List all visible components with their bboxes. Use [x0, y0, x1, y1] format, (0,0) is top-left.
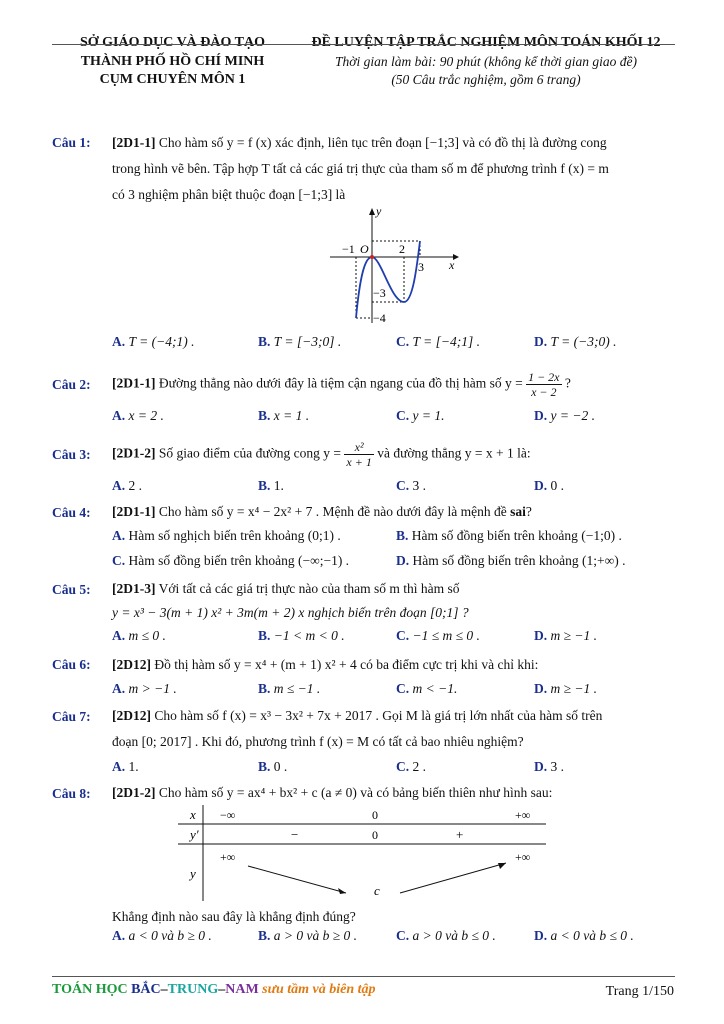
q8-opt-b[interactable]: a > 0 và b ≥ 0 .: [273, 928, 358, 943]
q6-opt-b-label[interactable]: B.: [258, 681, 271, 696]
q5-opt-a-label[interactable]: A.: [112, 628, 126, 643]
q2-opt-a-label[interactable]: A.: [112, 408, 126, 423]
q3-label: Câu 3:: [52, 447, 91, 462]
q5-opt-c[interactable]: −1 ≤ m ≤ 0 .: [412, 628, 480, 643]
arrow-up: [400, 863, 506, 893]
q2-opt-d-label[interactable]: D.: [534, 408, 548, 423]
q4-opt-c-label[interactable]: C.: [112, 553, 126, 568]
q8-stem: Cho hàm số y = ax⁴ + bx² + c (a ≠ 0) và có bảng biến thiên như hình sau:: [155, 785, 553, 800]
top-rule: [52, 44, 675, 45]
q7-opt-c-label[interactable]: C.: [396, 759, 410, 774]
page-number: Trang 1/150: [605, 984, 674, 999]
q3-opt-c-label[interactable]: C.: [396, 478, 410, 493]
q4-opt-c[interactable]: Hàm số đồng biến trên khoảng (−∞;−1) .: [125, 553, 350, 568]
q1-line2: trong hình vẽ bên. Tập hợp T tất cả các giá trị thực của tham số m để phương trình f (x) = m: [112, 161, 609, 176]
graph-label-neg1: −1: [342, 242, 355, 256]
q4-text: [112, 500, 674, 524]
graph-label-neg3: −3: [373, 286, 386, 300]
q7-opt-d[interactable]: 3 .: [550, 759, 564, 774]
q1-graph: [325, 205, 465, 330]
table-sign-minus: −: [291, 827, 299, 842]
q4-opt-d-label[interactable]: D.: [396, 553, 410, 568]
footer-rule: [52, 976, 675, 977]
q7-tag: [2D12]: [112, 708, 151, 723]
footer-tagline: sưu tầm và biên tập: [258, 982, 376, 997]
table-y: y: [190, 866, 196, 881]
q7-line1: Cho hàm số f (x) = x³ − 3x² + 7x + 2017 . Gọi M là giá trị lớn nhất của hàm số trên: [151, 708, 603, 723]
q4-tag: [2D1-1]: [112, 504, 156, 519]
q2-stem: Đường thẳng nào dưới đây là tiệm cận ngang của đồ thị hàm số y =: [155, 375, 523, 391]
header-line-2: THÀNH PHỐ HỒ CHÍ MINH: [80, 53, 265, 69]
q1-opt-a[interactable]: T = (−4;1) .: [128, 334, 195, 349]
q6-opt-d-label[interactable]: D.: [534, 681, 548, 696]
table-x-posinf: +∞: [515, 808, 531, 822]
q6-tag: [2D12]: [112, 657, 151, 672]
q8-opt-d-label[interactable]: D.: [534, 928, 548, 943]
q1-text: [112, 130, 674, 208]
q7-line2: đoạn [0; 2017] . Khi đó, phương trình f (x) = M có tất cả bao nhiêu nghiệm?: [112, 734, 524, 749]
q4-opt-b-label[interactable]: B.: [396, 528, 409, 543]
q4-opt-a-label[interactable]: A.: [112, 528, 126, 543]
q8-ask: Khẳng định nào sau đây là khẳng định đúng?: [112, 909, 356, 924]
q7-opt-d-label[interactable]: D.: [534, 759, 548, 774]
q3-opt-a-label[interactable]: A.: [112, 478, 126, 493]
exam-info: (50 Câu trắc nghiệm, gồm 6 trang): [391, 72, 581, 87]
footer-brand-1: TOÁN HỌC: [52, 982, 132, 997]
footer-brand-4: NAM: [225, 982, 259, 997]
q3-num: x²: [344, 440, 373, 455]
q8-opt-c-label[interactable]: C.: [396, 928, 410, 943]
q6-opt-a-label[interactable]: A.: [112, 681, 126, 696]
q5-opt-b-label[interactable]: B.: [258, 628, 271, 643]
q2-num: 1 − 2x: [528, 370, 560, 384]
q8-tag: [2D1-2]: [112, 785, 156, 800]
school-header: [55, 34, 290, 90]
q5-opt-d-label[interactable]: D.: [534, 628, 548, 643]
q3-opt-c[interactable]: 3 .: [412, 478, 426, 493]
q3-opt-d-label[interactable]: D.: [534, 478, 548, 493]
q5-tag: [2D1-3]: [112, 581, 156, 596]
table-x-zero: 0: [372, 808, 378, 822]
footer-brand-3: TRUNG: [167, 982, 219, 997]
q5-line2: y = x³ − 3(m + 1) x² + 3m(m + 2) x nghịch biến trên đoạn [0;1] ?: [112, 605, 469, 620]
table-x-neginf: −∞: [220, 808, 236, 822]
q5-line1: Với tất cả các giá trị thực nào của tham số m thì hàm số: [155, 581, 460, 596]
q2-opt-b[interactable]: x = 1 .: [273, 408, 310, 423]
q1-opt-c[interactable]: T = [−4;1] .: [412, 334, 480, 349]
q7-opt-b[interactable]: 0 .: [273, 759, 288, 774]
q1-label: Câu 1:: [52, 135, 91, 150]
q4-opt-a[interactable]: Hàm số nghịch biến trên khoảng (0;1) .: [125, 528, 341, 543]
q7-text: [112, 703, 674, 755]
q5-label: Câu 5:: [52, 582, 91, 597]
table-y-left-posinf: +∞: [220, 850, 236, 864]
graph-x-label: x: [449, 258, 455, 272]
q4-options: [112, 528, 674, 576]
graph-label-origin: O: [360, 242, 369, 256]
q6-label: Câu 6:: [52, 657, 91, 672]
q2-opt-d[interactable]: y = −2 .: [550, 408, 595, 423]
graph-label-3: 3: [418, 260, 424, 274]
q8-opt-a-label[interactable]: A.: [112, 928, 126, 943]
q2-end: ?: [561, 375, 571, 391]
q7-opt-a-label[interactable]: A.: [112, 759, 126, 774]
q3-opt-b[interactable]: 1.: [273, 478, 284, 493]
q5-opt-d[interactable]: m ≥ −1 .: [550, 628, 598, 643]
q6-opt-d[interactable]: m ≥ −1 .: [550, 681, 598, 696]
q2-opt-b-label[interactable]: B.: [258, 408, 271, 423]
q2-text: [112, 370, 674, 399]
arrow-down-head: [338, 888, 346, 894]
exam-header: [290, 34, 682, 90]
q8-opt-c[interactable]: a > 0 và b ≤ 0 .: [412, 928, 496, 943]
q3-tag: [2D1-2]: [112, 445, 156, 461]
q3-stem: Số giao điểm của đường cong y =: [155, 445, 342, 461]
footer-brand: [52, 982, 376, 998]
graph-label-neg4: −4: [373, 311, 386, 325]
q3-end: và đường thẳng y = x + 1 là:: [373, 445, 531, 461]
q3-opt-a[interactable]: 2 .: [128, 478, 142, 493]
graph-label-2: 2: [399, 242, 405, 256]
graph-y-label: y: [376, 205, 382, 218]
q3-opt-b-label[interactable]: B.: [258, 478, 271, 493]
footer-brand-2: BẮC: [131, 982, 161, 997]
q4-end: ?: [525, 504, 532, 519]
q2-label: Câu 2:: [52, 377, 91, 392]
q5-text: [112, 577, 674, 625]
table-y-right-posinf: +∞: [515, 850, 531, 864]
variation-table: [178, 803, 546, 903]
q1-opt-c-label[interactable]: C.: [396, 334, 410, 349]
q6-opt-c-label[interactable]: C.: [396, 681, 410, 696]
table-sign-plus: +: [456, 827, 464, 842]
arrow-down: [248, 866, 346, 893]
q3-text: [112, 440, 674, 469]
exam-time: Thời gian làm bài: 90 phút (không kể thời gian giao đề): [334, 53, 637, 69]
q8-opt-b-label[interactable]: B.: [258, 928, 271, 943]
q7-opt-a[interactable]: 1.: [128, 759, 139, 774]
table-yp-zero: 0: [372, 828, 378, 842]
q4-opt-d[interactable]: Hàm số đồng biến trên khoảng (1;+∞) .: [409, 553, 626, 568]
q1-line1: Cho hàm số y = f (x) xác định, liên tục trên đoạn [−1;3] và có đồ thị là đường cong: [155, 135, 607, 150]
table-y-min-c: c: [374, 883, 380, 898]
q6-stem: Đồ thị hàm số y = x⁴ + (m + 1) x² + 4 có ba điểm cực trị khi và chỉ khi:: [151, 657, 539, 672]
header-line-3: CỤM CHUYÊN MÔN 1: [99, 72, 246, 87]
table-x: x: [190, 807, 196, 822]
q6-opt-c[interactable]: m < −1.: [412, 681, 458, 696]
q6-opt-b[interactable]: m ≤ −1 .: [273, 681, 321, 696]
q1-opt-a-label[interactable]: A.: [112, 334, 126, 349]
q8-opt-a[interactable]: a < 0 và b ≥ 0 .: [128, 928, 212, 943]
q2-fraction: [526, 370, 561, 399]
q3-den: x + 1: [346, 455, 372, 469]
q1-opt-b[interactable]: T = [−3;0] .: [273, 334, 342, 349]
q8-label: Câu 8:: [52, 786, 91, 801]
q2-opt-c[interactable]: y = 1.: [412, 408, 445, 423]
table-yprime: y′: [190, 827, 199, 842]
q5-opt-b[interactable]: −1 < m < 0 .: [273, 628, 345, 643]
q5-opt-c-label[interactable]: C.: [396, 628, 410, 643]
q2-opt-c-label[interactable]: C.: [396, 408, 410, 423]
q6-opt-a[interactable]: m > −1 .: [128, 681, 177, 696]
q4-bold: sai: [510, 504, 526, 519]
q7-opt-c[interactable]: 2 .: [412, 759, 426, 774]
q2-tag: [2D1-1]: [112, 375, 156, 391]
origin-point: [370, 255, 374, 259]
q3-opt-d[interactable]: 0 .: [550, 478, 564, 493]
q1-tag: [2D1-1]: [112, 135, 156, 150]
q2-den: x − 2: [531, 385, 557, 399]
q4-stem: Cho hàm số y = x⁴ − 2x² + 7 . Mệnh đề nào dưới đây là mệnh đề: [155, 504, 511, 519]
q1-opt-d-label[interactable]: D.: [534, 334, 548, 349]
q1-opt-d[interactable]: T = (−3;0) .: [550, 334, 617, 349]
q1-line3: có 3 nghiệm phân biệt thuộc đoạn [−1;3] là: [112, 187, 346, 202]
q6-text: [112, 652, 674, 678]
q4-label: Câu 4:: [52, 505, 91, 520]
q1-opt-b-label[interactable]: B.: [258, 334, 271, 349]
q8-opt-d[interactable]: a < 0 và b ≤ 0 .: [550, 928, 634, 943]
q7-opt-b-label[interactable]: B.: [258, 759, 271, 774]
q4-opt-b[interactable]: Hàm số đồng biến trên khoảng (−1;0) .: [408, 528, 622, 543]
y-arrow: [369, 208, 375, 215]
arrow-up-head: [498, 863, 506, 869]
q7-label: Câu 7:: [52, 709, 91, 724]
header-line-1: SỞ GIÁO DỤC VÀ ĐÀO TẠO: [79, 35, 265, 50]
footer-dash-1: –: [160, 982, 168, 997]
q2-opt-a[interactable]: x = 2 .: [128, 408, 164, 423]
footer-dash-2: –: [218, 982, 226, 997]
exam-title: ĐỀ LUYỆN TẬP TRẮC NGHIỆM MÔN TOÁN KHỐI 12: [311, 35, 661, 50]
q5-opt-a[interactable]: m ≤ 0 .: [128, 628, 166, 643]
q3-fraction: [344, 440, 373, 469]
